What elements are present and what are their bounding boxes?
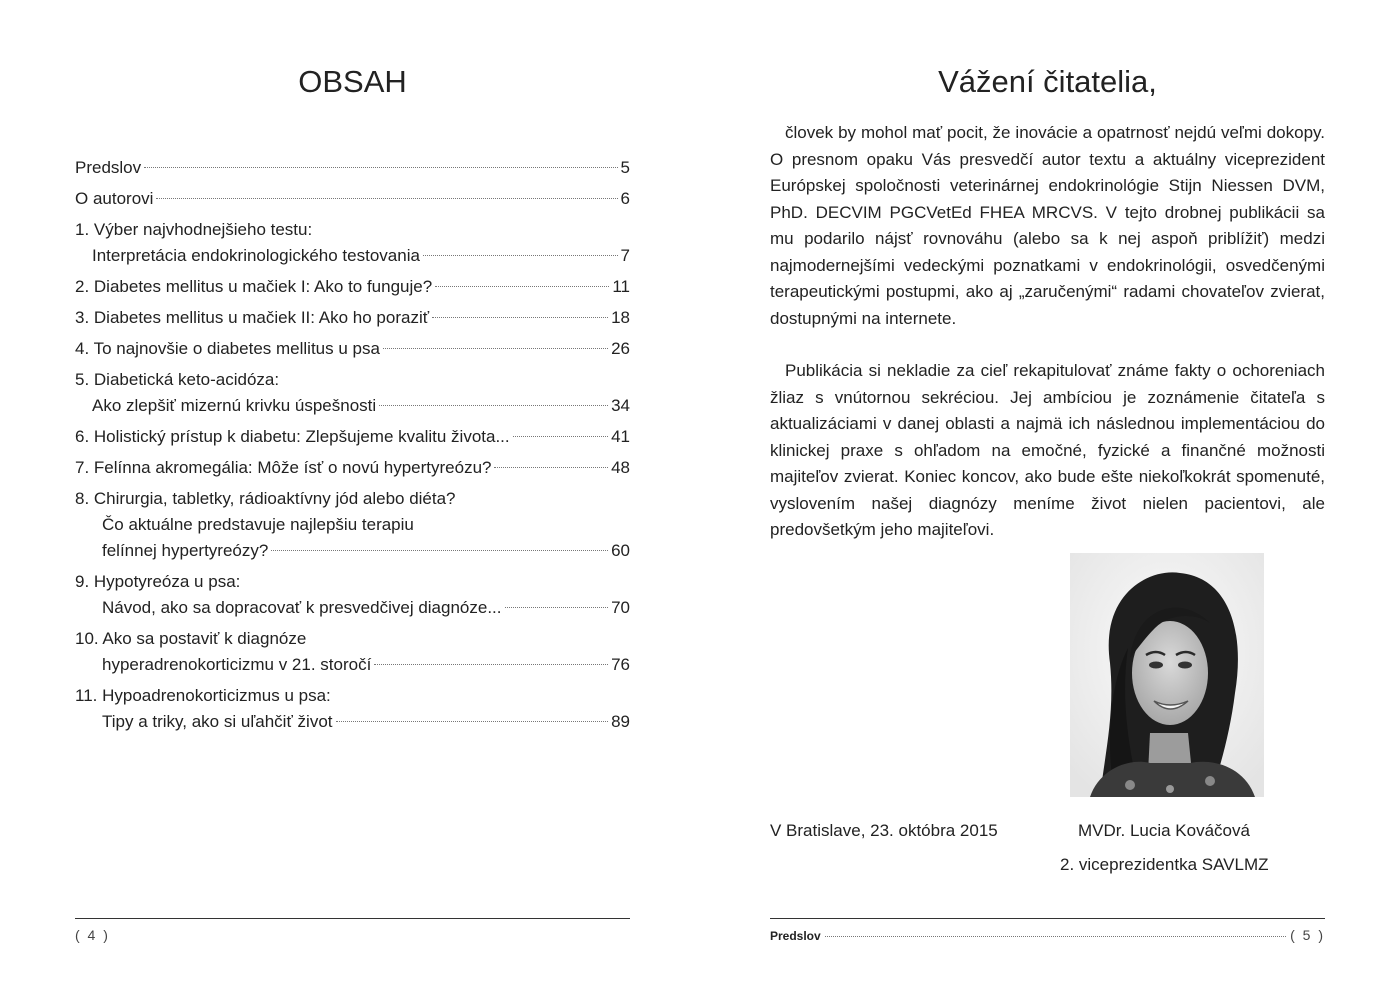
footer-dot-leader: [825, 936, 1286, 937]
toc-entry-line: [75, 393, 630, 419]
toc-dot-leader: [435, 286, 609, 287]
toc-entry-text: 11. Hypoadrenokorticizmus u psa:: [75, 686, 331, 705]
toc-entry-text: 8. Chirurgia, tabletky, rádioaktívny jód alebo diéta?: [75, 489, 456, 508]
toc-entry: [75, 486, 630, 564]
toc-dot-leader: [505, 607, 609, 608]
toc-entry-text: 1. Výber najvhodnejšieho testu:: [75, 220, 313, 239]
toc-entry: [75, 186, 630, 212]
toc-page-number: 11: [612, 277, 630, 296]
toc-entry-text: hyperadrenokorticizmu v 21. storočí: [102, 655, 372, 674]
toc-dot-leader: [379, 405, 608, 406]
toc-entry-line: [75, 243, 630, 269]
toc-entry-line: [75, 569, 630, 595]
toc-page-number: 34: [611, 396, 630, 415]
toc-dot-leader: [336, 721, 609, 722]
preface-paragraph-2: Publikácia si nekladie za cieľ rekapitulovať známe fakty o ochoreniach žliaz s vnútornou sekréciou. Jej ambíciou je zoznámenie čitateľa s aktualizáciami v danej oblasti a najmä ich následnou implementáciou do klinickej praxe s ohľadom na emočné, fyzické a finančné možnosti majiteľov zvierat. Koniec koncov, ako bude ešte niekoľkokrát spomenuté, vyslovením našej diagnózy meníme život nielen pacientovi, ale predovšetkým jeho majiteľovi.: [770, 361, 1325, 539]
signature-place-date: V Bratislave, 23. októbra 2015: [770, 821, 998, 840]
toc-page-number: 76: [611, 655, 630, 674]
toc-dot-leader: [271, 550, 608, 551]
toc-page-number: 5: [620, 158, 630, 177]
toc-entry-line: [75, 217, 630, 243]
toc-entry-line: [75, 186, 630, 212]
toc-entry-line: [75, 683, 630, 709]
toc-page-number: 41: [611, 427, 630, 446]
toc-entry-text: 6. Holistický prístup k diabetu: Zlepšujeme kvalitu života...: [75, 427, 510, 446]
toc-dot-leader: [156, 198, 617, 199]
toc-dot-leader: [494, 467, 608, 468]
toc-entry: [75, 455, 630, 481]
page-number-left: ( 4 ): [75, 927, 110, 943]
toc-entry: [75, 336, 630, 362]
toc-entry-text: 10. Ako sa postaviť k diagnóze: [75, 629, 307, 648]
toc-entry-line: [75, 709, 630, 735]
author-portrait-photo: [1070, 553, 1264, 797]
toc-dot-leader: [423, 255, 618, 256]
toc-entry-text: 7. Felínna akromegália: Môže ísť o novú hypertyreózu?: [75, 458, 492, 477]
toc-entry-text: 3. Diabetes mellitus u mačiek II: Ako ho poraziť: [75, 308, 430, 327]
toc-entry: [75, 569, 630, 621]
toc-entry-text: 5. Diabetická keto-acidóza:: [75, 370, 280, 389]
signature-role: 2. viceprezidentka SAVLMZ: [1060, 855, 1269, 874]
toc-entry-text: 9. Hypotyreóza u psa:: [75, 572, 241, 591]
toc-entry-line: [75, 155, 630, 181]
footer-rule-right: [770, 918, 1325, 919]
toc-entry-line: [75, 274, 630, 300]
toc-page-number: 70: [611, 598, 630, 617]
toc-entry-text: 2. Diabetes mellitus u mačiek I: Ako to funguje?: [75, 277, 433, 296]
toc-entry-text: felínnej hypertyreózy?: [102, 541, 269, 560]
toc-dot-leader: [144, 167, 617, 168]
toc-entry: [75, 274, 630, 300]
toc-entry-line: [75, 367, 630, 393]
footer-rule-left: [75, 918, 630, 919]
toc-entry-text: Návod, ako sa dopracovať k presvedčivej diagnóze...: [102, 598, 502, 617]
toc-entry-text: Čo aktuálne predstavuje najlepšiu terapiu: [102, 515, 414, 534]
toc-entry-text: Tipy a triky, ako si uľahčiť život: [102, 712, 333, 731]
preface-title: Vážení čitatelia,: [938, 64, 1157, 99]
toc-entry: [75, 305, 630, 331]
toc-page-number: 48: [611, 458, 630, 477]
toc-entry-line: [75, 336, 630, 362]
toc-dot-leader: [383, 348, 608, 349]
toc-entry-text: O autorovi: [75, 189, 154, 208]
toc-title: OBSAH: [298, 64, 407, 99]
toc-entry-line: [75, 652, 630, 678]
toc-page-number: 26: [611, 339, 630, 358]
left-page: [75, 0, 630, 990]
toc-entry-line: [75, 538, 630, 564]
toc-page-number: 6: [620, 189, 630, 208]
toc-page-number: 7: [620, 246, 630, 265]
toc-entry-text: Ako zlepšiť mizernú krivku úspešnosti: [92, 396, 377, 415]
toc-entry-line: [75, 626, 630, 652]
toc-entry-line: [75, 455, 630, 481]
toc-dot-leader: [513, 436, 608, 437]
toc-page-number: 18: [611, 308, 630, 327]
toc-entry: [75, 626, 630, 678]
toc-entry-text: 4. To najnovšie o diabetes mellitus u psa: [75, 339, 380, 358]
toc-entry: [75, 424, 630, 450]
signature-name: MVDr. Lucia Kováčová: [1078, 821, 1250, 840]
toc-entry: [75, 367, 630, 419]
toc-dot-leader: [432, 317, 608, 318]
page-number-right: ( 5 ): [1290, 927, 1325, 943]
toc-entry: [75, 155, 630, 181]
toc-page-number: 60: [611, 541, 630, 560]
right-page: [770, 0, 1325, 990]
toc-entry-line: [75, 305, 630, 331]
toc-page-number: 89: [611, 712, 630, 731]
toc-entry-line: [75, 486, 630, 512]
footer-section-label: Predslov: [770, 929, 821, 943]
preface-paragraph-1: človek by mohol mať pocit, že inovácie a opatrnosť nejdú veľmi dokopy. O presnom opaku Vás presvedčí autor textu a aktuálny viceprezident Európskej spoločnosti veterinárnej endokrinológie Stijn Niessen DVM, PhD. DECVIM PGCVetEd FHEA MRCVS. V tejto drobnej publikácii sa mu podarilo nájsť rovnováhu (alebo sa k nej aspoň priblížiť) medzi najmodernejšími vedeckými poznatkami v endokrinológii, osvedčenými terapeutickými postupmi, ako aj „zaručenými“ radami chovateľov zvierat, dostupnými na internete.: [770, 123, 1325, 328]
toc-entry-line: [75, 512, 630, 538]
toc-entry-line: [75, 595, 630, 621]
toc-entry: [75, 217, 630, 269]
toc-entry-line: [75, 424, 630, 450]
toc-entry-text: Predslov: [75, 158, 142, 177]
toc-dot-leader: [374, 664, 608, 665]
toc-entry-text: Interpretácia endokrinologického testovania: [92, 246, 420, 265]
toc-entry: [75, 683, 630, 735]
footer-right: [770, 927, 1325, 943]
table-of-contents: [75, 155, 630, 740]
